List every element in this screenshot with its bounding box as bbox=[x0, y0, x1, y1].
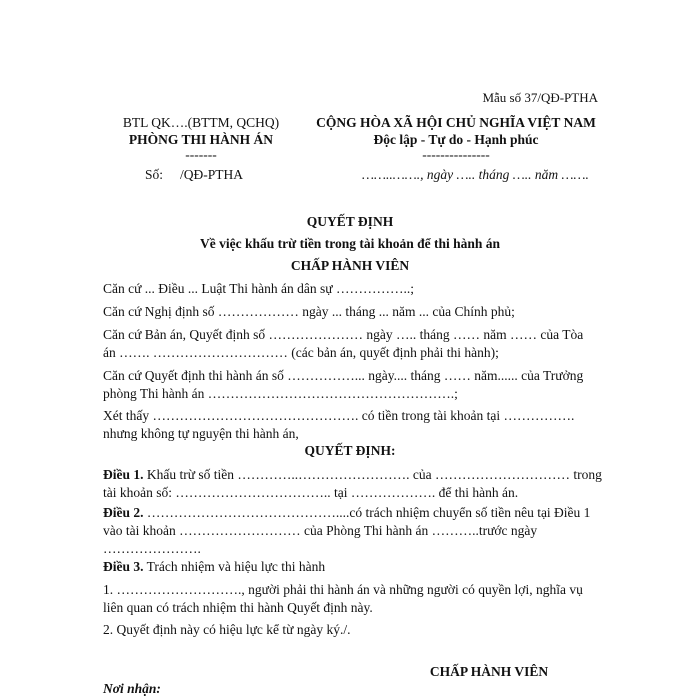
article-2-text-line3: …………………. bbox=[103, 541, 201, 556]
article-3-clause-2 bbox=[103, 621, 597, 639]
basis-paragraph-1 bbox=[103, 280, 597, 298]
consideration-paragraph bbox=[103, 407, 597, 443]
agency-divider: ------- bbox=[185, 147, 217, 162]
clause-line: liên quan có trách nhiệm thi hành Quyết định này. bbox=[103, 600, 373, 615]
document-subtitle: Về việc khấu trừ tiền trong tài khoản để thi hành án bbox=[199, 236, 501, 251]
clause-line: 1. ………………………., người phải thi hành án và những người có quyền lợi, nghĩa vụ bbox=[103, 582, 583, 597]
article-3-text: Trách nhiệm và hiệu lực thi hành bbox=[143, 559, 326, 574]
basis-line: Căn cứ Bản án, Quyết định số ………………… ngày ….. tháng …… năm …… của Tòa bbox=[103, 327, 584, 342]
basis-paragraph-3 bbox=[103, 326, 597, 362]
national-motto-line2: Độc lập - Tự do - Hạnh phúc bbox=[373, 132, 539, 147]
article-1-label: Điều 1. bbox=[103, 467, 144, 482]
basis-line: án ……. ………………………… (các bản án, quyết định phải thi hành); bbox=[103, 345, 499, 360]
article-1 bbox=[103, 466, 602, 502]
basis-line: Căn cứ Quyết định thi hành án số ……………... ngày.... tháng …… năm...... của Trưởng bbox=[103, 368, 584, 383]
consideration-line: Xét thấy ………………………………………. có tiền trong tài khoản tại ……………. bbox=[103, 408, 575, 423]
basis-line: phòng Thi hành án ……………………………………………….; bbox=[103, 386, 458, 401]
document-title: QUYẾT ĐỊNH bbox=[306, 214, 394, 229]
basis-paragraph-4 bbox=[103, 367, 597, 403]
article-3-label: Điều 3. bbox=[103, 559, 144, 574]
signature-title: CHẤP HÀNH VIÊN bbox=[429, 664, 549, 679]
document-number-suffix: /QĐ-PTHA bbox=[180, 167, 243, 182]
basis-paragraph-2 bbox=[103, 303, 597, 321]
national-motto-line1: CỘNG HÒA XÃ HỘI CHỦ NGHĨA VIỆT NAM bbox=[316, 115, 596, 130]
article-1-text: Khấu trừ số tiền …………..……………………. của ………………………… trong bbox=[143, 467, 602, 482]
article-3 bbox=[103, 558, 597, 576]
agency-header bbox=[96, 114, 306, 162]
form-code: Mẫu số 37/QĐ-PTHA bbox=[482, 90, 598, 105]
recipients-label: Nơi nhận: bbox=[103, 681, 161, 696]
agency-line1: BTL QK….(BTTM, QCHQ) bbox=[122, 115, 280, 130]
consideration-line: nhưng không tự nguyện thi hành án, bbox=[103, 426, 299, 441]
basis-line: Căn cứ Nghị định số ……………… ngày ... tháng ... năm ... của Chính phủ; bbox=[103, 304, 515, 319]
agency-line2: PHÒNG THI HÀNH ÁN bbox=[128, 132, 274, 147]
article-2-text: ……………………………………....có trách nhiệm chuyển số tiền nêu tại Điều 1 bbox=[143, 505, 591, 520]
clause-line: 2. Quyết định này có hiệu lực kể từ ngày ký./. bbox=[103, 622, 351, 637]
article-3-clause-1 bbox=[103, 581, 597, 617]
article-2-label: Điều 2. bbox=[103, 505, 144, 520]
national-header bbox=[296, 114, 616, 162]
national-divider: --------------- bbox=[422, 147, 490, 162]
article-2-text-line2: vào tài khoản ……………………… của Phòng Thi hành án ………..trước ngày bbox=[103, 523, 538, 538]
issuing-authority: CHẤP HÀNH VIÊN bbox=[290, 258, 410, 273]
article-1-text-line2: tài khoản số: …………………………….. tại ………………. để thi hành án. bbox=[103, 485, 519, 500]
date-line: ……..……., ngày ….. tháng ….. năm ……. bbox=[362, 167, 589, 182]
decision-heading: QUYẾT ĐỊNH: bbox=[304, 443, 396, 458]
article-2 bbox=[103, 504, 597, 558]
document-number-label: Số: bbox=[145, 167, 164, 182]
basis-line: Căn cứ ... Điều ... Luật Thi hành án dân sự ……………..; bbox=[103, 281, 414, 296]
